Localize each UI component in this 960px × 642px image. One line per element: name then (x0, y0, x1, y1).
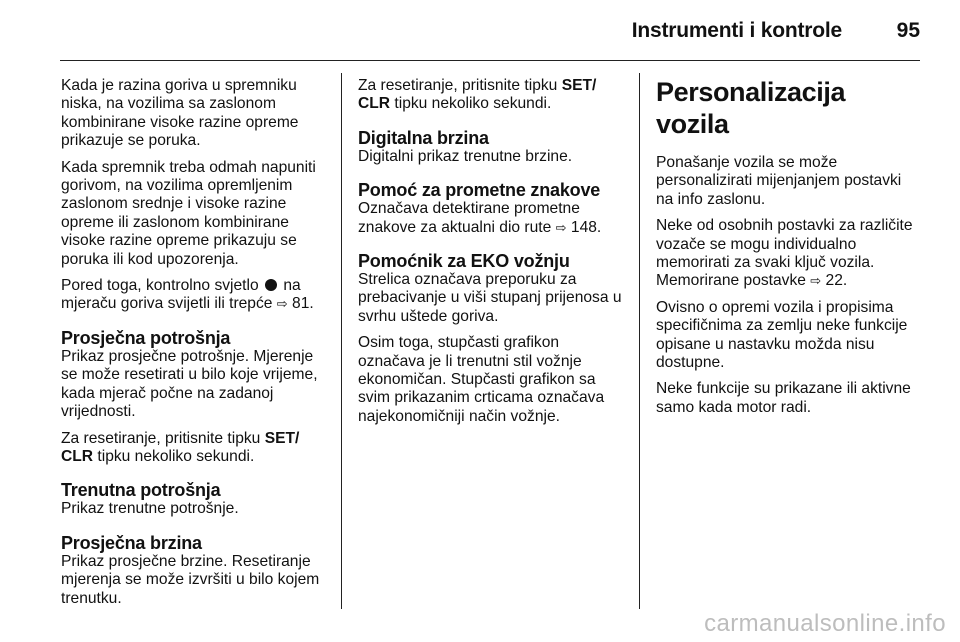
section-heading: Trenutna potrošnja (61, 480, 221, 501)
paragraph: Ponašanje vozila se može personalizirati mijenjanjem postavki na info zaslonu. (656, 154, 902, 208)
paragraph (358, 200, 624, 237)
column-1 (61, 77, 327, 616)
text: na mjeraču goriva svijetli ili trepće (61, 277, 301, 313)
reference-arrow-icon: ⇨ (555, 219, 567, 235)
column-divider-2 (639, 73, 640, 609)
paragraph: Kada spremnik treba odmah napuniti gorivom, na vozilima opremljenim zaslonom srednje i visoke razine opreme ili zaslonom kombinirane visoke razine opreme prikazuju se poruka ili kod upozorenja. (61, 158, 316, 268)
paragraph (61, 430, 327, 467)
paragraph: Prikaz trenutne potrošnje. (61, 500, 239, 518)
reference-arrow-icon: ⇨ (276, 296, 288, 312)
text: tipku nekoliko sekundi. (97, 447, 255, 465)
paragraph: Kada je razina goriva u spremniku niska, na vozilima sa zaslonom kombinirane visoke razine opreme prikazuje se poruka. (61, 77, 299, 150)
text: Za resetiranje, pritisnite tipku (358, 77, 558, 94)
running-title: Instrumenti i kontrole (631, 19, 842, 42)
section-heading: Digitalna brzina (358, 127, 489, 148)
text: tipku nekoliko sekundi. (394, 95, 552, 113)
section-heading: Pomoćnik za EKO vožnju (358, 251, 570, 272)
paragraph (61, 277, 327, 314)
text: Neke od osobnih postavki za različite vozače se mogu individualno memorirati za svaki ključ vozila. Memorirane postavke (656, 217, 913, 290)
header-divider (60, 60, 920, 61)
text: Za resetiranje, pritisnite tipku (61, 429, 261, 447)
page-number: 95 (896, 19, 920, 42)
section-heading: Prosječna potrošnja (61, 327, 231, 348)
paragraph (358, 77, 624, 114)
paragraph: Prikaz prosječne brzine. Resetiranje mjerenja se može izvršiti u bilo kojem trenutku. (61, 552, 320, 607)
page-reference: 148. (570, 218, 602, 236)
key-label: SET/ CLR (358, 77, 597, 113)
column-2 (358, 77, 624, 434)
chapter-heading: Personalizacija vozila (656, 77, 846, 139)
paragraph: Osim toga, stupčasti grafikon označava je li trenutni stil vožnje ekonomičan. Stupčasti grafikon sa svim prikazanim crticama označava najekonomičniji način vožnje. (358, 334, 605, 425)
column-3 (656, 76, 922, 425)
page-header (0, 0, 960, 62)
paragraph: Prikaz prosječne potrošnje. Mjerenje se može resetirati u bilo koje vrijeme, kada mjerač počne na zadanoj vrijednosti. (61, 347, 318, 421)
text: Pored toga, kontrolno svjetlo (61, 277, 259, 295)
indicator-dot-icon (265, 279, 277, 291)
paragraph: Ovisno o opremi vozila i propisima specifičnima za zemlju neke funkcije opisane u nastavku možda nisu dostupne. (656, 298, 908, 372)
key-label: SET/ CLR (61, 429, 300, 465)
paragraph: Digitalni prikaz trenutne brzine. (358, 147, 573, 165)
page-reference: 22. (825, 272, 848, 290)
paragraph (656, 217, 922, 291)
section-heading: Prosječna brzina (61, 532, 202, 553)
paragraph: Neke funkcije su prikazane ili aktivne samo kada motor radi. (656, 380, 911, 416)
text: Označava detektirane prometne znakove za aktualni dio rute (358, 200, 580, 236)
paragraph: Strelica označava preporuku za prebacivanje u viši stupanj prijenosa u svrhu uštede goriva. (358, 271, 622, 325)
section-heading: Pomoć za prometne znakove (358, 180, 601, 201)
page-reference: 81. (292, 295, 314, 313)
reference-arrow-icon: ⇨ (810, 273, 822, 289)
column-divider-1 (341, 73, 342, 609)
watermark: carmanualsonline.info (704, 610, 946, 637)
